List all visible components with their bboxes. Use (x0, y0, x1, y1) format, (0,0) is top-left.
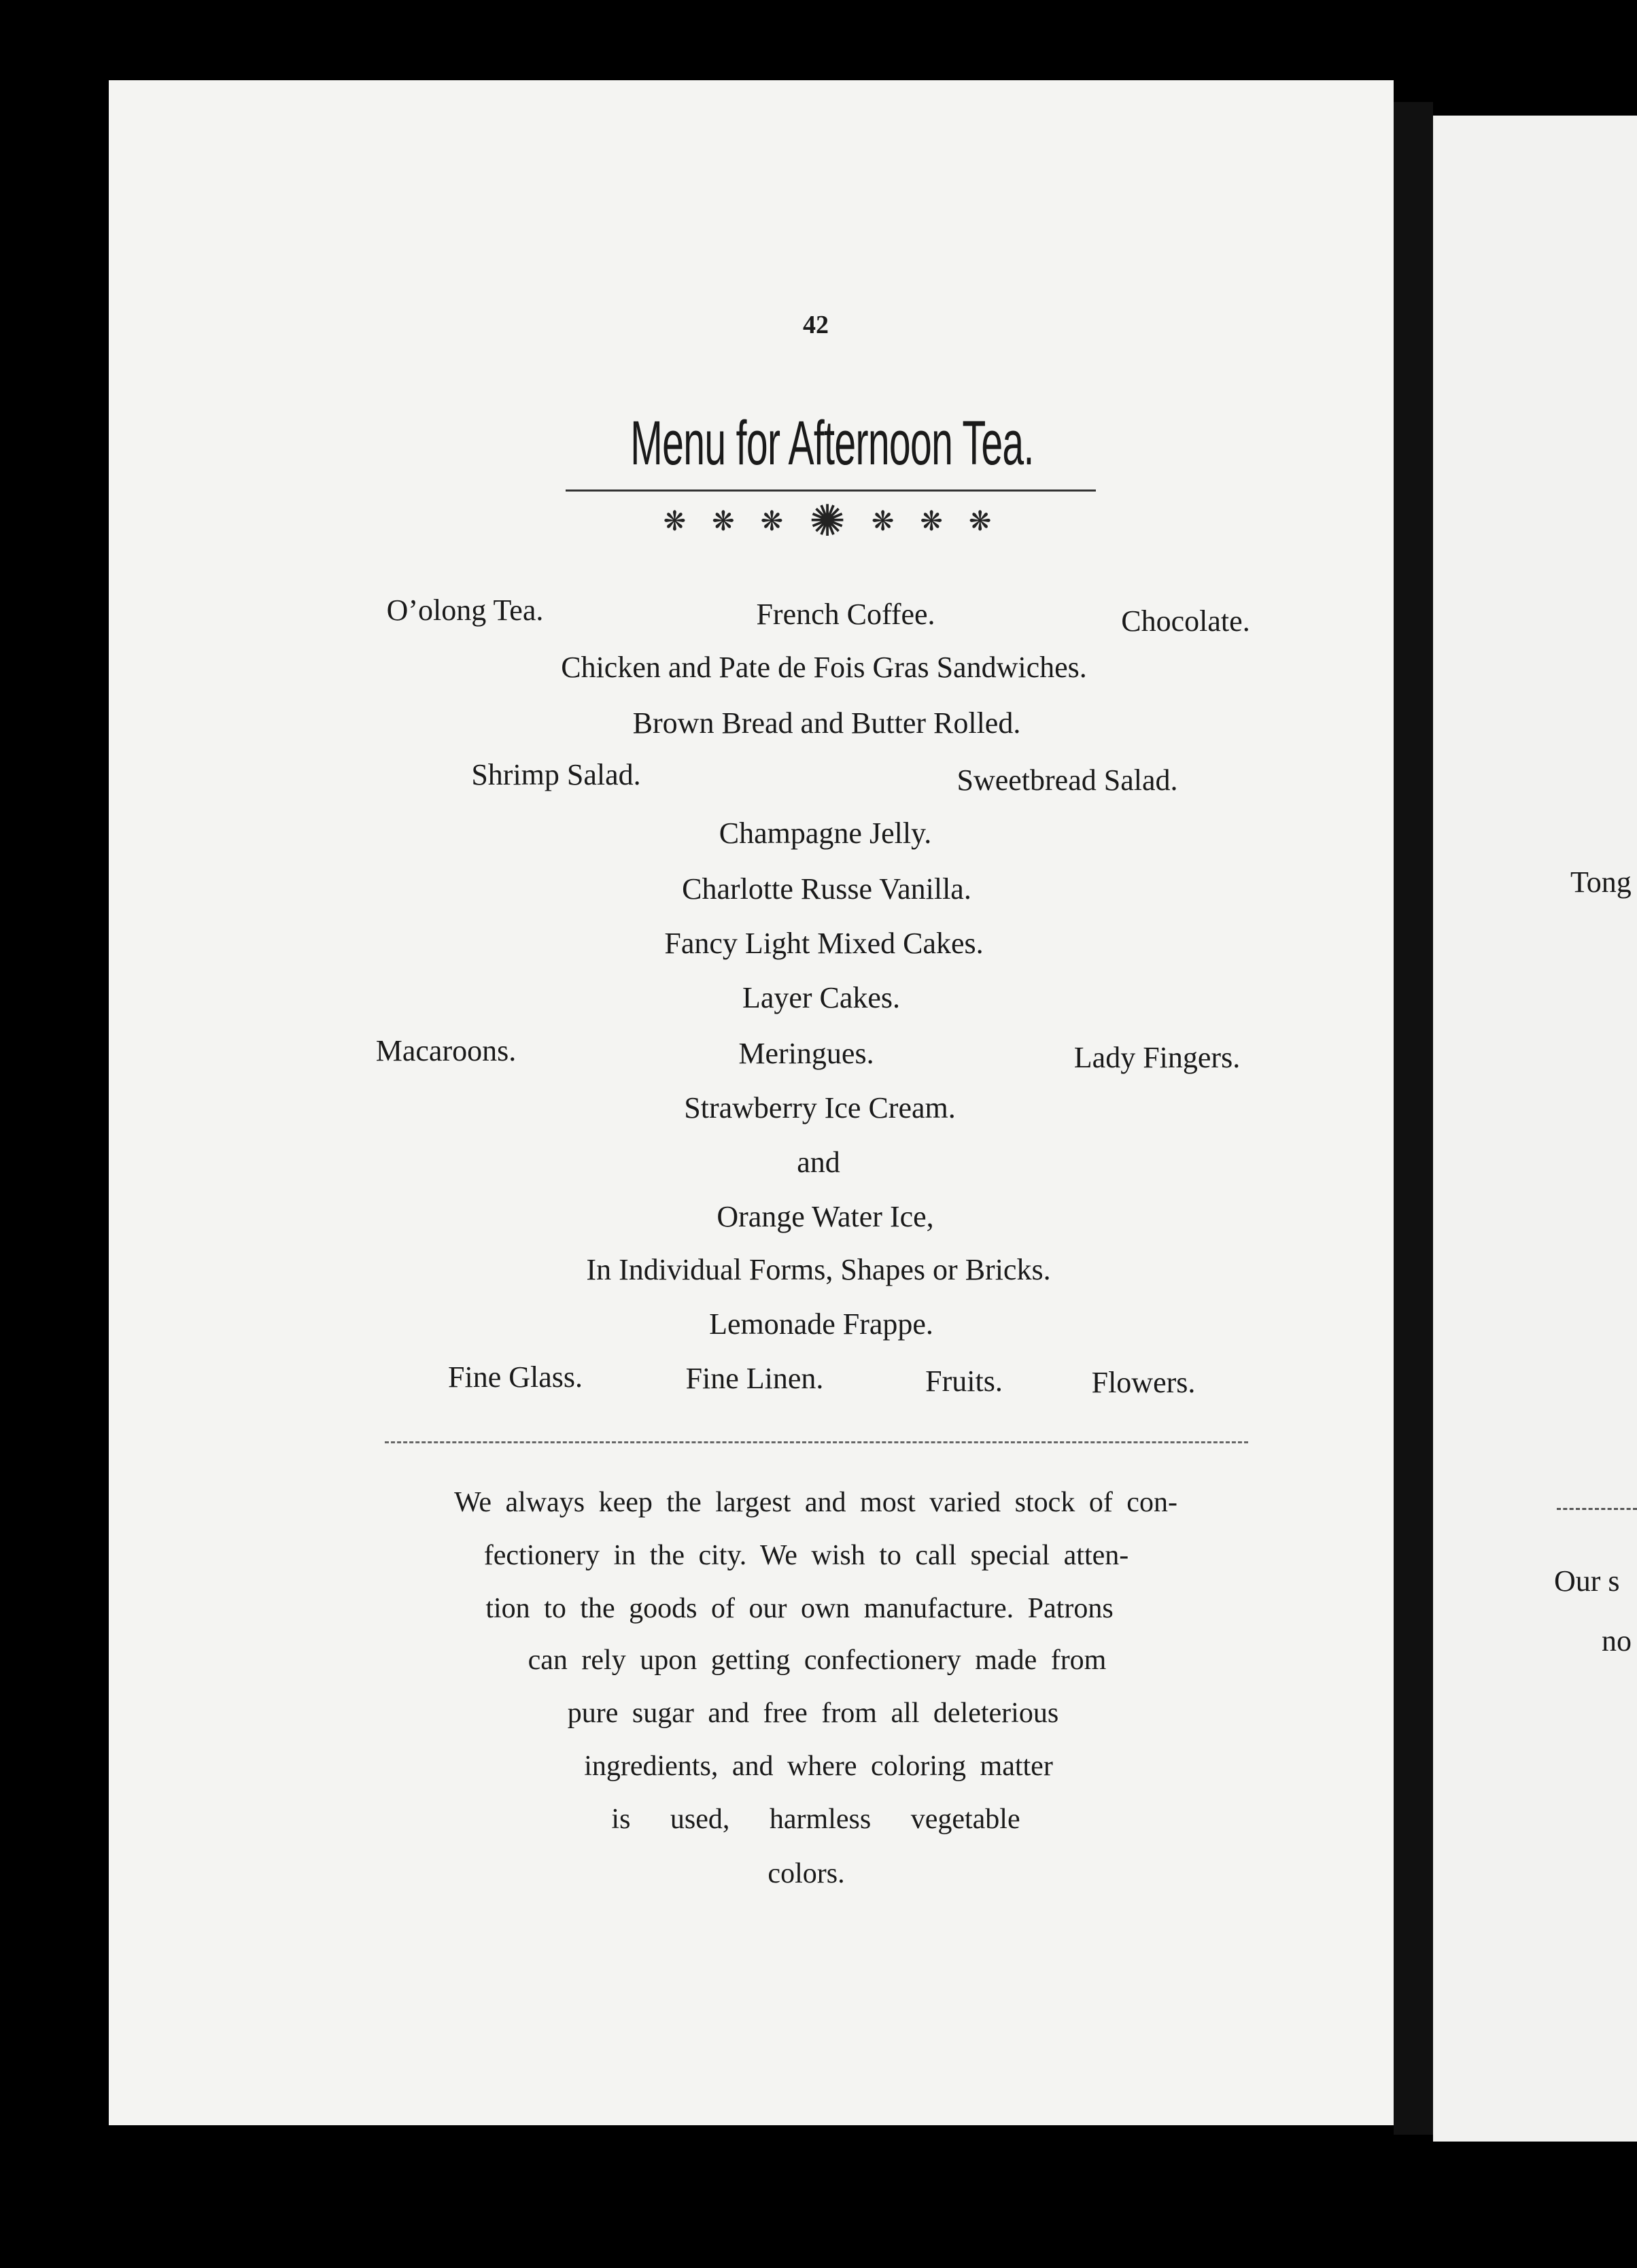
section-divider (385, 1441, 1248, 1443)
menu-item-charlotte-russe: Charlotte Russe Vanilla. (682, 872, 971, 906)
page-title-text: Menu for Afternoon Tea. (630, 409, 1034, 478)
flower-ornament-icon: ❋ (663, 506, 696, 536)
menu-item-layer-cakes: Layer Cakes. (742, 981, 901, 1014)
binding-gutter (1394, 102, 1433, 2135)
menu-item-meringues: Meringues. (738, 1037, 874, 1070)
menu-item-individual-forms: In Individual Forms, Shapes or Bricks. (586, 1253, 1051, 1286)
menu-item-lady-fingers: Lady Fingers. (1073, 1041, 1241, 1074)
menu-item-champagne-jelly: Champagne Jelly. (719, 817, 932, 850)
paragraph-line: colors. (768, 1858, 845, 1889)
menu-item-fruits: Fruits. (925, 1364, 1003, 1398)
flower-ornament-icon: ❋ (871, 506, 904, 536)
menu-item-sweetbread-salad: Sweetbread Salad. (957, 763, 1178, 797)
menu-item-fancy-cakes: Fancy Light Mixed Cakes. (664, 927, 984, 960)
paragraph-line: ingredients, and where coloring matter (584, 1751, 1053, 1782)
title-underline (566, 489, 1096, 492)
menu-item-fine-linen: Fine Linen. (685, 1362, 824, 1395)
flower-ornament-icon: ❋ (760, 506, 793, 536)
page-title (506, 408, 1157, 479)
paragraph-line: tion to the goods of our own manufacture. Patrons (485, 1593, 1114, 1624)
paragraph-line: We always keep the largest and most varied stock of con- (454, 1487, 1177, 1518)
menu-item-sandwiches: Chicken and Pate de Fois Gras Sandwiches. (561, 651, 1087, 684)
menu-item-fine-glass: Fine Glass. (448, 1360, 583, 1394)
menu-item-french-coffee: French Coffee. (756, 598, 935, 631)
ornament-row (664, 496, 1001, 547)
facing-page-fragment-our: Our s (1554, 1564, 1620, 1598)
menu-item-macaroons: Macaroons. (375, 1034, 517, 1067)
menu-item-oolong-tea: O’olong Tea. (386, 594, 544, 627)
flower-ornament-icon: ❋ (712, 506, 744, 536)
facing-page-fragment-tong: Tong (1570, 865, 1632, 899)
paragraph-line: fectionery in the city. We wish to call special atten- (483, 1540, 1129, 1571)
menu-item-lemonade-frappe: Lemonade Frappe. (709, 1307, 933, 1341)
menu-item-bread: Brown Bread and Butter Rolled. (632, 706, 1021, 740)
facing-page-fragment-no: no (1602, 1624, 1632, 1657)
paragraph-line: pure sugar and free from all deleterious (567, 1698, 1059, 1729)
menu-item-shrimp-salad: Shrimp Salad. (471, 758, 641, 791)
facing-page-divider (1557, 1508, 1637, 1510)
flower-ornament-icon: ❋ (920, 506, 952, 536)
menu-item-and: and (797, 1146, 840, 1179)
facing-page (1433, 116, 1637, 2142)
menu-item-orange-water-ice: Orange Water Ice, (717, 1200, 934, 1233)
paragraph-line: can rely upon getting confectionery made from (528, 1645, 1107, 1676)
menu-item-flowers: Flowers. (1091, 1366, 1196, 1399)
menu-item-strawberry-ice-cream: Strawberry Ice Cream. (684, 1091, 956, 1124)
flower-ornament-icon: ❋ (968, 506, 1001, 536)
large-flower-ornament-icon: ✺ (809, 497, 855, 545)
menu-item-chocolate: Chocolate. (1121, 604, 1250, 638)
page-number: 42 (803, 311, 829, 339)
paragraph-line: is used, harmless vegetable (611, 1804, 1020, 1835)
